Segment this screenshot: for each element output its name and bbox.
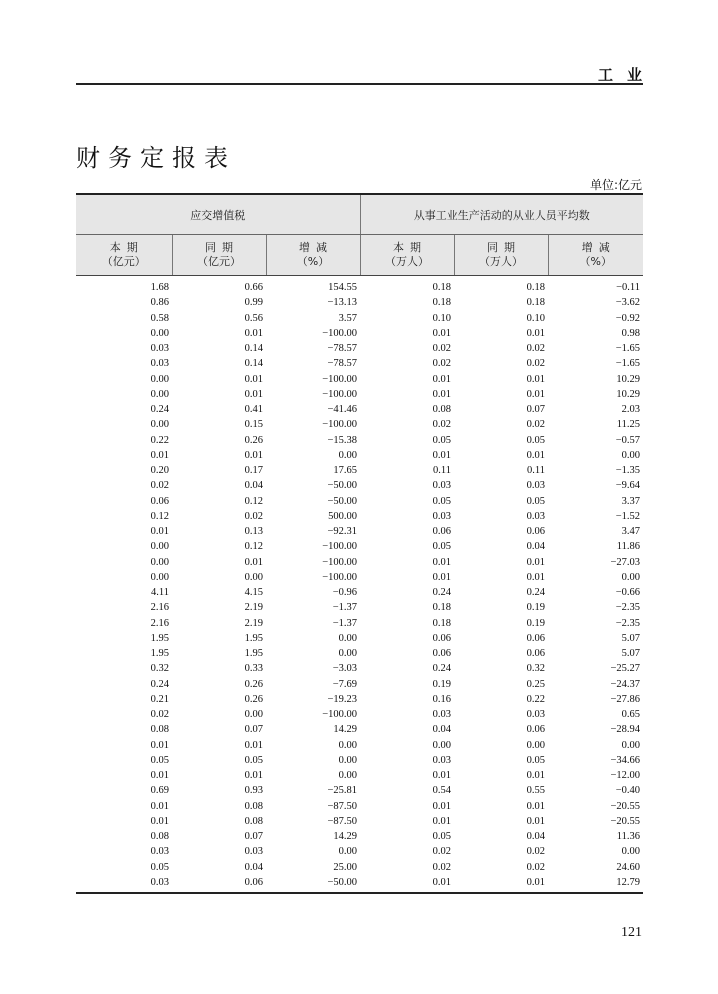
table-row — [76, 661, 643, 676]
table-cell: −78.57 — [327, 358, 358, 370]
table-cell: 2.03 — [621, 404, 641, 416]
table-cell: 0.02 — [526, 358, 546, 370]
table-row — [76, 585, 643, 600]
table-cell: 0.01 — [526, 327, 546, 339]
table-row — [76, 433, 643, 448]
table-cell: 0.00 — [621, 571, 641, 583]
table-cell: 0.06 — [432, 632, 452, 644]
table-cell: −100.00 — [322, 388, 358, 400]
table-cell: −1.37 — [332, 617, 358, 629]
table-cell: −20.55 — [610, 800, 641, 812]
table-cell: 0.02 — [432, 419, 452, 431]
table-row — [76, 692, 643, 707]
table-cell: 0.01 — [432, 800, 452, 812]
table-cell: 0.55 — [526, 785, 546, 797]
table-cell: 0.10 — [432, 312, 452, 324]
table-cell: −1.65 — [615, 343, 641, 355]
table-row — [76, 844, 643, 859]
table-cell: 0.24 — [150, 678, 169, 690]
table-row — [76, 372, 643, 387]
unit-label: 单位:亿元 — [589, 178, 642, 192]
table-cell: 0.00 — [338, 449, 358, 461]
group-header-employees: 从事工业生产活动的从业人员平均数 — [360, 194, 643, 235]
table-cell: 0.12 — [244, 541, 263, 553]
table-row — [76, 402, 643, 417]
data-table-wrapper — [76, 193, 643, 894]
table-cell: 5.07 — [621, 648, 641, 660]
table-cell: 0.01 — [454, 875, 548, 893]
table-cell: 0.32 — [150, 663, 169, 675]
header-rule — [76, 83, 643, 85]
table-cell: 10.29 — [616, 373, 641, 385]
table-cell: 0.00 — [338, 632, 358, 644]
table-cell: 0.07 — [526, 404, 546, 416]
table-cell: −34.66 — [610, 754, 641, 766]
table-cell: 0.04 — [244, 480, 263, 492]
table-cell: 0.65 — [621, 709, 641, 721]
table-row — [76, 311, 643, 326]
table-cell: −15.38 — [327, 434, 358, 446]
table-row — [76, 524, 643, 539]
table-row — [76, 276, 643, 296]
table-row — [76, 600, 643, 615]
table-cell: 0.18 — [432, 282, 452, 294]
table-cell: 0.01 — [432, 556, 452, 568]
table-cell: 0.01 — [526, 449, 546, 461]
table-cell: 0.24 — [526, 587, 546, 599]
table-row — [76, 738, 643, 753]
table-cell: 11.86 — [616, 541, 641, 553]
column-header: 同期 （亿元） — [172, 235, 266, 276]
table-cell: −50.00 — [327, 480, 358, 492]
table-row — [76, 539, 643, 554]
table-cell: 0.66 — [244, 282, 263, 294]
table-cell: 0.00 — [621, 449, 641, 461]
table-cell: 0.02 — [432, 343, 452, 355]
table-cell: −7.69 — [332, 678, 358, 690]
table-cell: 500.00 — [328, 510, 358, 522]
table-cell: 11.36 — [616, 831, 641, 843]
table-cell: 0.14 — [244, 358, 263, 370]
table-row — [76, 799, 643, 814]
table-cell: −27.86 — [610, 693, 641, 705]
section-label: 工业 — [597, 66, 656, 84]
table-row — [76, 768, 643, 783]
table-cell: 10.29 — [616, 388, 641, 400]
table-cell: 4.15 — [244, 587, 263, 599]
table-row — [76, 448, 643, 463]
table-cell: −13.13 — [327, 297, 358, 309]
table-cell: −41.46 — [327, 404, 358, 416]
table-cell: −92.31 — [327, 526, 358, 538]
table-cell: 0.02 — [150, 480, 169, 492]
table-cell: 24.60 — [616, 861, 641, 873]
table-cell: 0.99 — [244, 297, 263, 309]
table-cell: 0.05 — [526, 495, 546, 507]
table-cell: 0.18 — [432, 602, 452, 614]
table-cell: 0.00 — [621, 846, 641, 858]
table-cell: 0.00 — [432, 739, 452, 751]
table-cell: 0.03 — [150, 846, 169, 858]
table-cell: 0.06 — [526, 526, 546, 538]
table-cell: −100.00 — [322, 709, 358, 721]
table-cell: 3.37 — [621, 495, 641, 507]
table-cell: 0.08 — [244, 815, 263, 827]
table-cell: 0.01 — [244, 556, 263, 568]
table-cell: 0.58 — [150, 312, 169, 324]
page-title: 财务定报表 — [76, 144, 236, 173]
table-row — [76, 677, 643, 692]
table-cell: 0.20 — [150, 465, 169, 477]
table-cell: 0.05 — [432, 541, 452, 553]
column-header: 本期 （亿元） — [76, 235, 172, 276]
table-cell: 0.14 — [244, 343, 263, 355]
table-row — [76, 631, 643, 646]
table-cell: 0.41 — [244, 404, 263, 416]
table-cell: 0.00 — [150, 571, 169, 583]
table-cell: 0.12 — [244, 495, 263, 507]
table-cell: 0.00 — [150, 327, 169, 339]
table-cell: 0.06 — [526, 724, 546, 736]
table-cell: 0.08 — [150, 724, 169, 736]
page-number: 121 — [621, 925, 642, 940]
table-cell: 0.01 — [526, 373, 546, 385]
table-cell: 0.03 — [76, 875, 172, 893]
table-cell: −87.50 — [327, 800, 358, 812]
table-cell: 0.05 — [150, 754, 169, 766]
table-cell: −100.00 — [322, 571, 358, 583]
table-cell: 0.01 — [150, 739, 169, 751]
table-cell: 0.00 — [338, 754, 358, 766]
table-row — [76, 326, 643, 341]
table-row — [76, 555, 643, 570]
table-cell: −0.92 — [615, 312, 641, 324]
table-cell: 1.95 — [244, 632, 263, 644]
table-cell: −100.00 — [322, 556, 358, 568]
table-cell: 0.05 — [432, 495, 452, 507]
table-cell: 0.01 — [526, 571, 546, 583]
table-cell: 0.01 — [150, 800, 169, 812]
table-cell: 0.05 — [526, 754, 546, 766]
table-cell: 0.25 — [526, 678, 546, 690]
table-cell: 0.22 — [150, 434, 169, 446]
table-cell: 0.05 — [526, 434, 546, 446]
column-header-row — [76, 235, 643, 276]
table-cell: 0.00 — [150, 419, 169, 431]
table-cell: 0.33 — [244, 663, 263, 675]
table-row — [76, 616, 643, 631]
table-cell: 0.01 — [526, 800, 546, 812]
table-cell: 0.01 — [150, 526, 169, 538]
table-cell: −24.37 — [610, 678, 641, 690]
table-row — [76, 814, 643, 829]
table-cell: −1.65 — [615, 358, 641, 370]
table-cell: 0.24 — [432, 663, 452, 675]
table-cell: 0.01 — [244, 449, 263, 461]
table-cell: −0.96 — [332, 587, 358, 599]
table-cell: −2.35 — [615, 602, 641, 614]
table-cell: 0.00 — [150, 388, 169, 400]
table-cell: 0.06 — [526, 648, 546, 660]
table-cell: 0.05 — [244, 754, 263, 766]
table-cell: 0.01 — [526, 770, 546, 782]
table-cell: 0.56 — [244, 312, 263, 324]
table-cell: 0.00 — [244, 571, 263, 583]
table-cell: 14.29 — [333, 831, 358, 843]
table-cell: −12.00 — [610, 770, 641, 782]
table-cell: 0.07 — [244, 831, 263, 843]
table-cell: 25.00 — [333, 861, 358, 873]
table-cell: 0.22 — [526, 693, 546, 705]
table-cell: 2.16 — [150, 617, 169, 629]
table-cell: −1.37 — [332, 602, 358, 614]
table-cell: 0.24 — [150, 404, 169, 416]
table-cell: −100.00 — [322, 419, 358, 431]
table-cell: −100.00 — [322, 327, 358, 339]
table-cell: 5.07 — [621, 632, 641, 644]
table-cell: 0.01 — [432, 770, 452, 782]
table-cell: −0.11 — [616, 282, 641, 294]
table-cell: 2.19 — [244, 602, 263, 614]
table-cell: −1.52 — [615, 510, 641, 522]
table-cell: 0.19 — [526, 602, 546, 614]
table-cell: 0.19 — [526, 617, 546, 629]
table-cell: 0.93 — [244, 785, 263, 797]
table-cell: 0.01 — [526, 388, 546, 400]
table-cell: 0.01 — [244, 388, 263, 400]
table-body — [76, 276, 643, 894]
table-cell: 0.08 — [432, 404, 452, 416]
table-cell: 4.11 — [151, 587, 169, 599]
table-row — [76, 875, 643, 893]
table-cell: 0.04 — [244, 861, 263, 873]
table-cell: 0.32 — [526, 663, 546, 675]
table-cell: 0.04 — [526, 541, 546, 553]
table-cell: 0.17 — [244, 465, 263, 477]
table-cell: 0.15 — [244, 419, 263, 431]
table-cell: 0.02 — [150, 709, 169, 721]
table-row — [76, 707, 643, 722]
group-header-vat: 应交增值税 — [76, 194, 360, 235]
table-cell: 0.00 — [150, 373, 169, 385]
table-row — [76, 753, 643, 768]
table-cell: 0.00 — [621, 739, 641, 751]
table-cell: 0.01 — [150, 449, 169, 461]
table-cell: 0.26 — [244, 678, 263, 690]
table-cell: 0.03 — [526, 480, 546, 492]
table-cell: −100.00 — [322, 373, 358, 385]
table-cell: 0.01 — [150, 770, 169, 782]
table-cell: 0.05 — [432, 831, 452, 843]
table-cell: 0.01 — [432, 388, 452, 400]
table-cell: 0.00 — [338, 648, 358, 660]
table-cell: 0.24 — [432, 587, 452, 599]
table-cell: 0.01 — [244, 373, 263, 385]
table-row — [76, 860, 643, 875]
table-cell: 0.03 — [526, 709, 546, 721]
table-cell: 0.05 — [150, 861, 169, 873]
table-cell: 0.69 — [150, 785, 169, 797]
table-cell: 0.03 — [150, 343, 169, 355]
table-cell: 0.01 — [360, 875, 454, 893]
table-cell: 0.01 — [432, 327, 452, 339]
table-row — [76, 570, 643, 585]
column-header: 增减 （%） — [548, 235, 643, 276]
table-cell: −1.35 — [615, 465, 641, 477]
table-cell: 0.02 — [526, 861, 546, 873]
table-cell: −0.57 — [615, 434, 641, 446]
column-header: 本期 （万人） — [360, 235, 454, 276]
table-row — [76, 463, 643, 478]
table-cell: −50.00 — [266, 875, 360, 893]
table-cell: 0.01 — [432, 815, 452, 827]
table-cell: 0.54 — [432, 785, 452, 797]
table-cell: 0.11 — [433, 465, 452, 477]
table-cell: 1.95 — [244, 648, 263, 660]
table-cell: 0.01 — [526, 556, 546, 568]
table-row — [76, 829, 643, 844]
table-cell: −0.40 — [615, 785, 641, 797]
table-cell: 0.10 — [526, 312, 546, 324]
table-cell: 0.06 — [432, 526, 452, 538]
table-cell: 0.07 — [244, 724, 263, 736]
table-cell: 0.08 — [244, 800, 263, 812]
table-cell: 0.02 — [432, 861, 452, 873]
table-cell: 0.03 — [526, 510, 546, 522]
table-cell: 0.01 — [432, 449, 452, 461]
table-cell: 0.02 — [526, 846, 546, 858]
table-row — [76, 494, 643, 509]
table-cell: 0.18 — [526, 282, 546, 294]
table-cell: 0.02 — [244, 510, 263, 522]
table-cell: −19.23 — [327, 693, 358, 705]
table-cell: −3.03 — [332, 663, 358, 675]
table-cell: 0.06 — [172, 875, 266, 893]
table-cell: −87.50 — [327, 815, 358, 827]
table-cell: 0.03 — [432, 754, 452, 766]
table-cell: 0.02 — [526, 419, 546, 431]
table-cell: 0.04 — [526, 831, 546, 843]
table-cell: 0.03 — [244, 846, 263, 858]
table-cell: 11.25 — [616, 419, 641, 431]
table-cell: 0.98 — [621, 327, 641, 339]
table-cell: −9.64 — [615, 480, 641, 492]
data-table — [76, 193, 643, 894]
table-cell: −25.81 — [327, 785, 358, 797]
table-cell: −50.00 — [327, 495, 358, 507]
table-row — [76, 509, 643, 524]
table-cell: 0.13 — [244, 526, 263, 538]
table-cell: 1.68 — [150, 282, 169, 294]
table-cell: 0.00 — [150, 556, 169, 568]
table-cell: 0.01 — [150, 815, 169, 827]
table-cell: 0.06 — [150, 495, 169, 507]
table-cell: 0.18 — [526, 297, 546, 309]
table-cell: −27.03 — [610, 556, 641, 568]
table-cell: 2.16 — [150, 602, 169, 614]
table-cell: 0.06 — [432, 648, 452, 660]
table-cell: 0.00 — [244, 709, 263, 721]
table-cell: 154.55 — [328, 282, 358, 294]
table-cell: −20.55 — [610, 815, 641, 827]
table-cell: 0.19 — [432, 678, 452, 690]
column-header: 同期 （万人） — [454, 235, 548, 276]
table-row — [76, 341, 643, 356]
table-cell: 0.02 — [526, 343, 546, 355]
table-cell: 0.86 — [150, 297, 169, 309]
table-cell: −25.27 — [610, 663, 641, 675]
table-cell: 0.21 — [150, 693, 169, 705]
table-cell: 0.01 — [244, 770, 263, 782]
table-cell: 1.95 — [150, 632, 169, 644]
table-cell: 0.11 — [527, 465, 546, 477]
table-row — [76, 783, 643, 798]
table-row — [76, 387, 643, 402]
table-cell: 0.02 — [432, 846, 452, 858]
table-row — [76, 478, 643, 493]
table-cell: 2.19 — [244, 617, 263, 629]
table-cell: 0.18 — [432, 617, 452, 629]
table-row — [76, 295, 643, 310]
table-cell: 0.00 — [338, 846, 358, 858]
table-cell: 0.08 — [150, 831, 169, 843]
table-cell: 14.29 — [333, 724, 358, 736]
table-cell: 0.01 — [244, 327, 263, 339]
table-cell: 0.01 — [526, 815, 546, 827]
table-cell: 0.06 — [526, 632, 546, 644]
table-cell: 0.02 — [432, 358, 452, 370]
table-cell: 0.01 — [244, 739, 263, 751]
table-cell: 0.18 — [432, 297, 452, 309]
table-cell: 0.03 — [432, 510, 452, 522]
table-cell: −78.57 — [327, 343, 358, 355]
table-cell: 0.26 — [244, 434, 263, 446]
table-cell: 0.00 — [338, 739, 358, 751]
table-cell: −2.35 — [615, 617, 641, 629]
table-cell: −0.66 — [615, 587, 641, 599]
table-cell: 1.95 — [150, 648, 169, 660]
table-cell: 0.05 — [432, 434, 452, 446]
table-cell: 0.03 — [150, 358, 169, 370]
table-row — [76, 356, 643, 371]
table-cell: 0.03 — [432, 709, 452, 721]
table-cell: 0.00 — [526, 739, 546, 751]
table-row — [76, 417, 643, 432]
column-header: 增减 （%） — [266, 235, 360, 276]
table-cell: 0.01 — [432, 373, 452, 385]
table-cell: −28.94 — [610, 724, 641, 736]
table-cell: 17.65 — [333, 465, 358, 477]
table-cell: 3.57 — [338, 312, 358, 324]
table-cell: −100.00 — [322, 541, 358, 553]
table-cell: 0.26 — [244, 693, 263, 705]
table-row — [76, 722, 643, 737]
table-cell: 0.16 — [432, 693, 452, 705]
table-cell: 0.03 — [432, 480, 452, 492]
table-cell: 0.00 — [150, 541, 169, 553]
table-row — [76, 646, 643, 661]
table-cell: 0.00 — [338, 770, 358, 782]
table-cell: 0.12 — [150, 510, 169, 522]
table-cell: 0.04 — [432, 724, 452, 736]
table-cell: 12.79 — [548, 875, 643, 893]
table-cell: 0.01 — [432, 571, 452, 583]
table-cell: −3.62 — [615, 297, 641, 309]
table-cell: 3.47 — [621, 526, 641, 538]
